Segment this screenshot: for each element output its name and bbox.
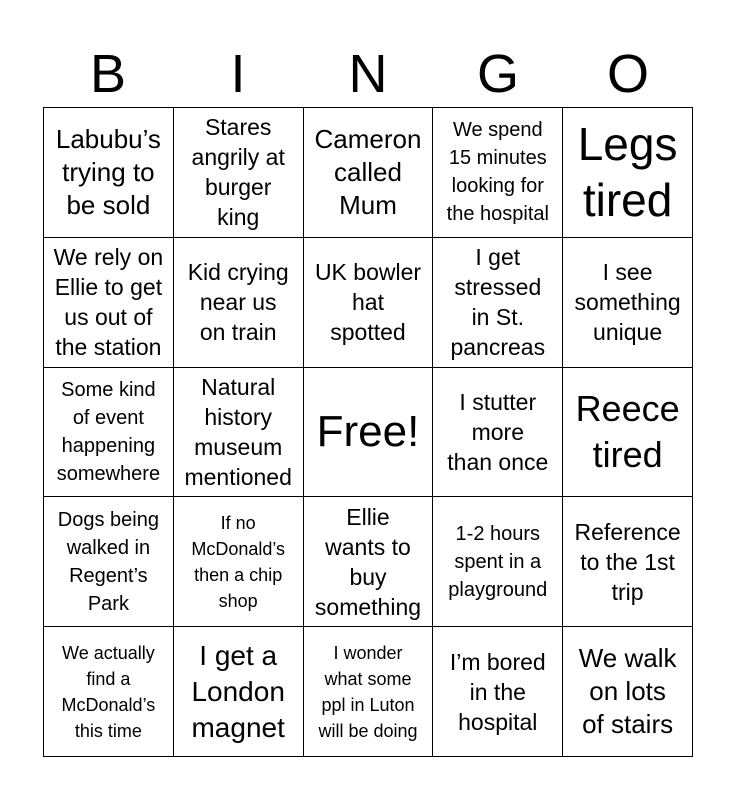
header-letter-i: I — [230, 44, 246, 104]
cell-text: Reece tired — [575, 387, 680, 475]
cell-text: I wonder what some ppl in Luton will be doing — [318, 642, 418, 741]
bingo-cell[interactable] — [174, 497, 304, 627]
bingo-cell[interactable] — [44, 368, 174, 498]
bingo-cell[interactable] — [44, 108, 174, 238]
cell-text: We actually find a McDonald’s this time — [61, 642, 156, 741]
cell-text: 1-2 hours spent in a playground — [448, 522, 548, 601]
cell-text: Ellie wants to buy something — [314, 503, 422, 620]
cell-text: Stares angrily at burger king — [191, 114, 285, 231]
header-letter-g: G — [476, 44, 519, 104]
cell-text: I’m bored in the hospital — [449, 648, 546, 735]
bingo-cell[interactable] — [304, 238, 434, 368]
cell-text: Labubu’s trying to be sold — [55, 123, 161, 220]
cell-text: Some kind of event happening somewhere — [56, 378, 161, 485]
cell-text: I see something unique — [574, 259, 681, 346]
bingo-cell[interactable] — [433, 368, 563, 498]
bingo-cell[interactable] — [44, 627, 174, 757]
bingo-cell[interactable] — [304, 627, 434, 757]
cell-text: We spend 15 minutes looking for the hospital — [446, 119, 549, 226]
bingo-cell[interactable] — [563, 627, 693, 757]
bingo-cell[interactable] — [563, 238, 693, 368]
cell-text: We walk on lots of stairs — [578, 643, 677, 740]
bingo-cell[interactable] — [433, 627, 563, 757]
bingo-cell[interactable] — [174, 238, 304, 368]
bingo-cell[interactable] — [174, 368, 304, 498]
cell-text: Reference to the 1st trip — [574, 518, 681, 605]
cell-text: We rely on Ellie to get us out of the station — [53, 244, 164, 361]
cell-text: Cameron called Mum — [314, 123, 422, 220]
cell-text: Free! — [316, 406, 420, 456]
bingo-cell[interactable] — [563, 108, 693, 238]
bingo-cell[interactable] — [563, 497, 693, 627]
cell-text: Legs tired — [577, 118, 678, 227]
cell-text: Dogs being walked in Regent’s Park — [57, 508, 159, 615]
cell-text: I get a London magnet — [191, 639, 285, 743]
header-letter-o: O — [606, 44, 649, 104]
bingo-header — [43, 44, 693, 104]
bingo-cell[interactable] — [433, 497, 563, 627]
cell-text: I get stressed in St. pancreas — [450, 244, 546, 361]
bingo-card — [43, 107, 693, 757]
bingo-cell[interactable] — [304, 108, 434, 238]
cell-text: Kid crying near us on train — [187, 259, 289, 346]
cell-text: Natural history museum mentioned — [184, 373, 292, 490]
bingo-cell[interactable] — [174, 108, 304, 238]
bingo-cell[interactable] — [304, 497, 434, 627]
header-letter-b: B — [89, 44, 127, 104]
cell-text: I stutter more than once — [447, 388, 549, 475]
cell-text: UK bowler hat spotted — [314, 259, 422, 346]
header-letter-n: N — [348, 44, 388, 104]
bingo-cell-free[interactable] — [304, 368, 434, 498]
bingo-cell[interactable] — [44, 238, 174, 368]
bingo-cell[interactable] — [433, 238, 563, 368]
bingo-cell[interactable] — [174, 627, 304, 757]
bingo-cell[interactable] — [563, 368, 693, 498]
bingo-cell[interactable] — [433, 108, 563, 238]
cell-text: If no McDonald’s then a chip shop — [191, 512, 286, 611]
bingo-cell[interactable] — [44, 497, 174, 627]
